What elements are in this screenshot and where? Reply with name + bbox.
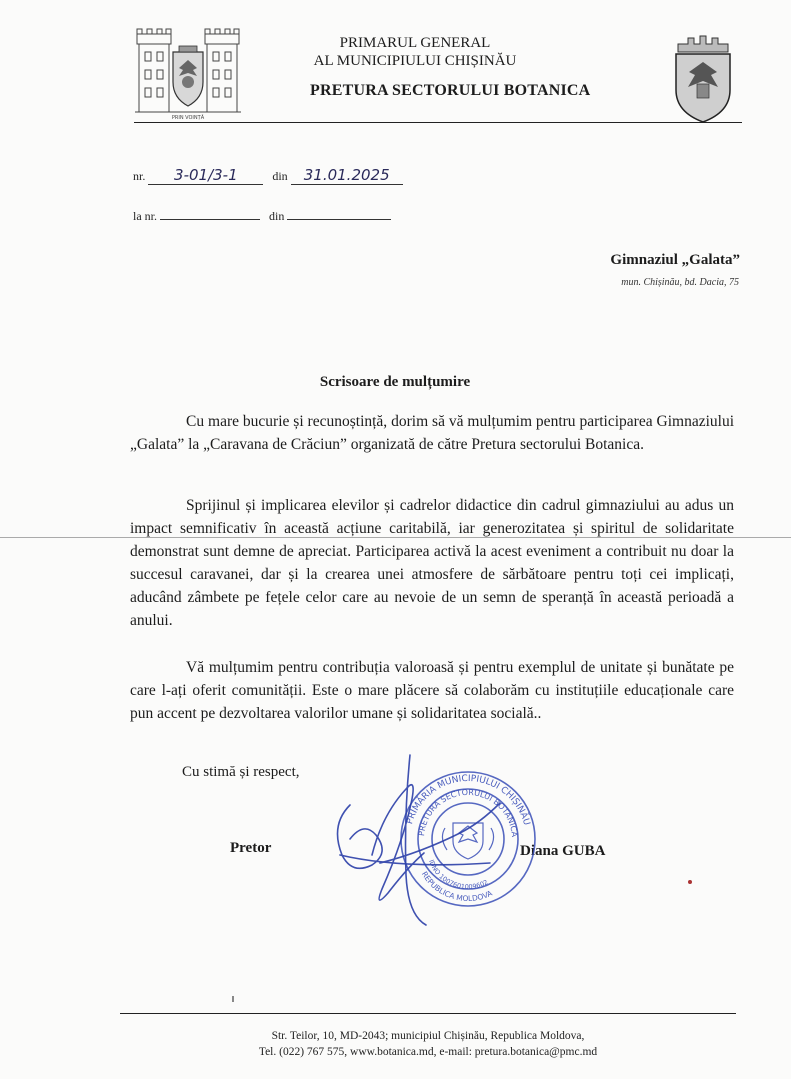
date-value: 31.01.2025: [291, 166, 403, 185]
din-label: din: [272, 169, 288, 183]
logo-caption: PRIN VOINȚĂ: [171, 115, 205, 120]
paragraph-3: Vă mulțumim pentru contribuția valoroasă și pentru exemplul de unitate și bunătate pe care l-ați oferit comunității. Este o mare plăcere să colaborăm cu instituțiile educaționale care pun accent pe dezvoltarea valorilor umane și solidaritatea socială..: [130, 659, 734, 722]
stamp-inner-text: PRETURA SECTORULUI BOTANICA: [417, 787, 520, 838]
signer-name: Diana GUBA: [520, 843, 606, 859]
paragraph-1: Cu mare bucurie și recunoștință, dorim să vă mulțumim pentru participarea Gimnaziului „Galata” la „Caravana de Crăciun” organizată de către Pretura sectorului Botanica.: [130, 413, 734, 453]
recipient-address: mun. Chișinău, bd. Dacia, 75: [621, 277, 739, 288]
nr-label: nr.: [133, 169, 146, 183]
la-din-label: din: [269, 209, 285, 223]
stamp-idno-text: IDNO 1007601009602: [427, 858, 490, 892]
nr-value: 3-01/3-1: [148, 166, 263, 185]
la-nr-label: la nr.: [133, 209, 157, 223]
stamp-bottom-text: REPUBLICA MOLDOVA: [419, 869, 494, 904]
letter-title: Scrisoare de mulțumire: [319, 374, 471, 390]
la-din-line: [287, 207, 391, 220]
footer-address: Str. Teilor, 10, MD-2043; municipiul Chișinău, Republica Moldova,: [271, 1030, 585, 1042]
footer-rule: [120, 1013, 736, 1014]
footer-contacts: Tel. (022) 767 575, www.botanica.md, e-mail: pretura.botanica@pmc.md: [258, 1046, 598, 1058]
stamp-outer-text: PRIMĂRIA MUNICIPIULUI CHIȘINĂU: [405, 773, 532, 827]
scan-dot: [688, 880, 692, 884]
city-hall-logo: [133, 26, 243, 120]
header-institution: PRETURA SECTORULUI BOTANICA: [310, 82, 591, 99]
paragraph-2: Sprijinul și implicarea elevilor și cadrelor didactice din cadrul gimnaziului au adus un impact semnificativ în această acțiune caritabilă, iar generozitatea și spiritul de solidaritate demonstrat sunt demne de apreciat. Participarea activă la acest eveniment a contribuit nu doar la succesul caravanei, dar și la crearea unei atmosfere de sărbătoare pentru toți cei implicați, aducând zâmbete pe fețele celor care au nevoie de un semn de speranță în această perioadă a anului.: [130, 497, 734, 629]
closing-text: Cu stimă și respect,: [182, 764, 300, 780]
header-rule: [134, 122, 742, 123]
scan-line: [0, 537, 791, 538]
header-line-2: AL MUNICIPIULUI CHIȘINĂU: [313, 53, 517, 69]
coat-of-arms-icon: [670, 28, 736, 124]
handwritten-signature: [310, 745, 530, 945]
la-nr-line: [160, 207, 260, 220]
scan-dot: [232, 996, 234, 1002]
header-line-1: PRIMARUL GENERAL: [339, 35, 491, 51]
recipient-name: Gimnaziul „Galata”: [610, 252, 740, 268]
signer-role: Pretor: [230, 840, 272, 856]
